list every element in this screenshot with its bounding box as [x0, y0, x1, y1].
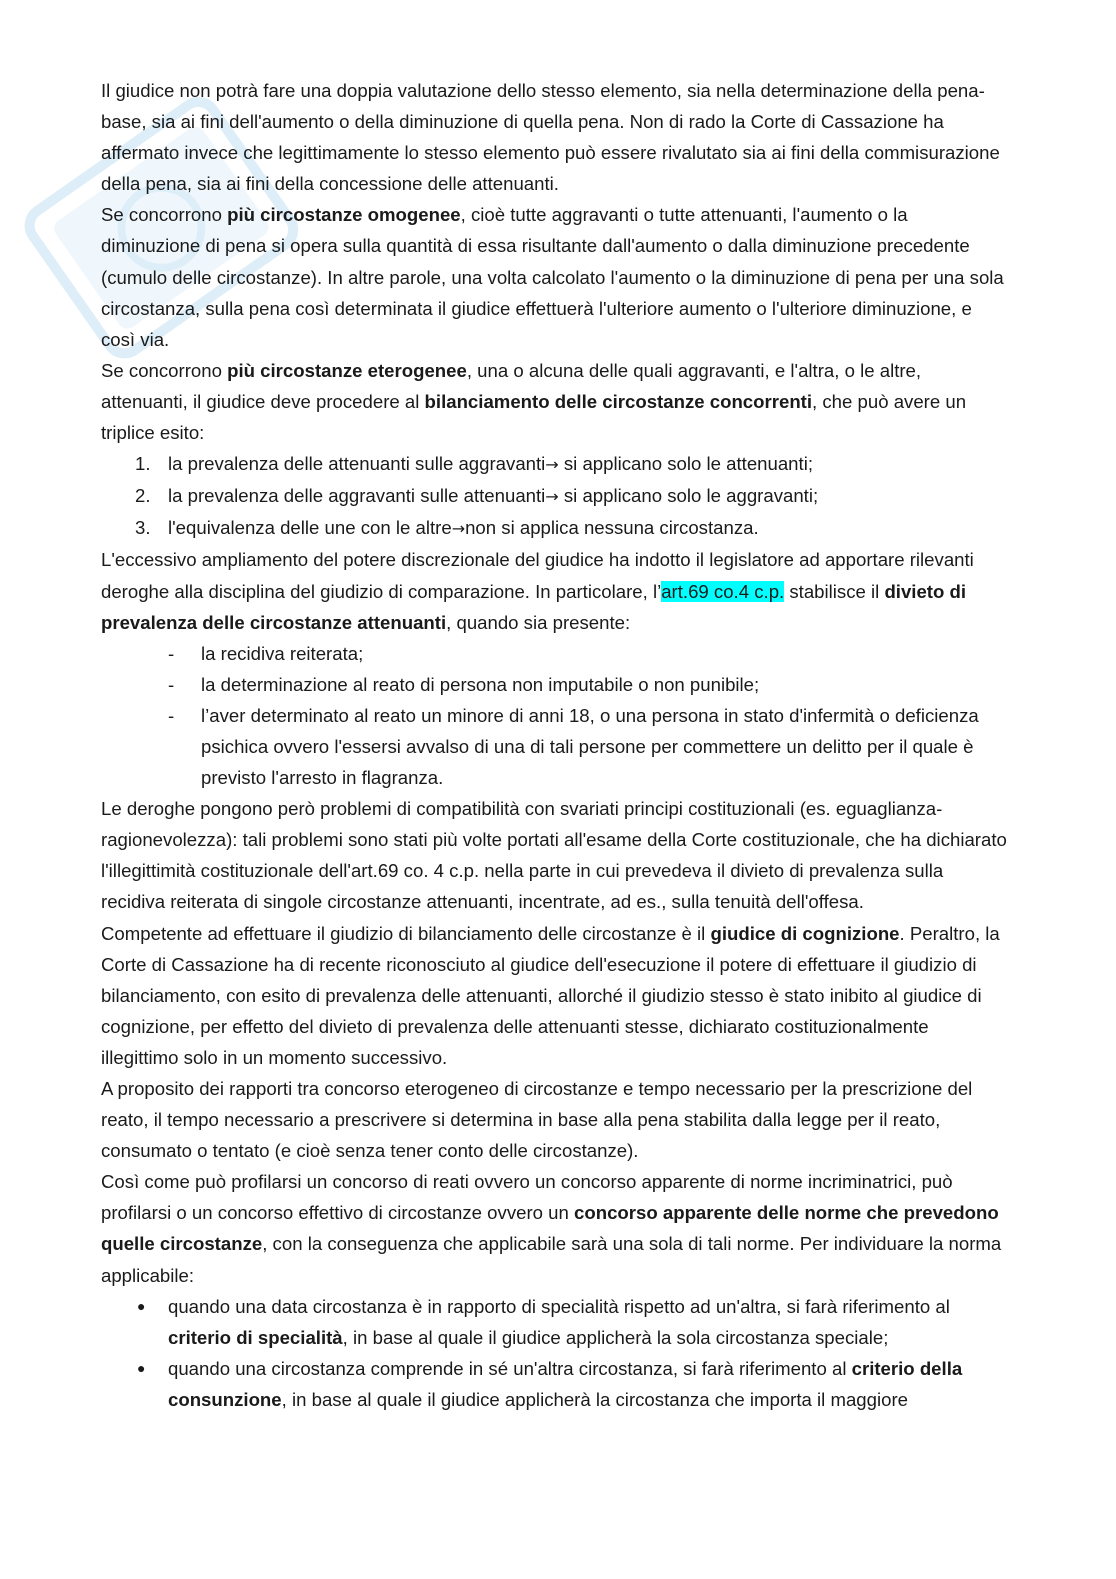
list-item: 2. la prevalenza delle aggravanti sulle attenuanti→ si applicano solo le aggravanti;	[135, 485, 819, 507]
paragraph-heterogeneous-circumstances: Se concorrono più circostanze eterogenee, una o alcuna delle quali aggravanti, e l'altra, o le altre, attenuanti, il giudice deve procedere al bilanciamento delle circostanze concorrenti, che può avere un triplice esito:	[101, 359, 967, 444]
list-item: - l’aver determinato al reato un minore di anni 18, o una persona in stato d'infermità o deficienza psichica ovvero l'essersi avvalso di una di tali persone per commettere un delitto per il quale è previsto l'arresto in flagranza.	[168, 704, 979, 789]
list-item: 1. la prevalenza delle attenuanti sulle aggravanti→ si applicano solo le attenuanti;	[135, 453, 813, 475]
list-item: 3. l'equivalenza delle une con le altre→non si applica nessuna circostanza.	[135, 517, 759, 539]
paragraph-competent-judge: Competente ad effettuare il giudizio di bilanciamento delle circostanze è il giudice di cognizione. Peraltro, la Corte di Cassazione ha di recente riconosciuto al giudice dell'esecuzione il potere di effettuare il giudizio di bilanciamento, con esito di prevalenza delle attenuanti, allorché il giudizio stesso è stato inibito al giudice di cognizione, per effetto del divieto di prevalenza delle attenuanti stesse, dichiarato costituzionalmente illegittimo solo in un momento successivo.	[101, 922, 1000, 1068]
arrow-right-icon: →	[545, 455, 559, 475]
list-item: - la determinazione al reato di persona non imputabile o non punibile;	[168, 673, 760, 695]
conditions-list	[101, 638, 1011, 793]
criteria-list	[101, 1291, 1011, 1415]
paragraph-constitutional-problems: Le deroghe pongono però problemi di compatibilità con svariati principi costituzionali (es. eguaglianza-ragionevolezza): tali problemi sono stati più volte portati all'esame della Corte costituzionale, che ha dichiarato l'illegittimità costituzionale dell'art.69 co. 4 c.p. nella parte in cui prevedeva il divieto di prevalenza sulla recidiva reiterata di singole circostanze attenuanti, incentrate, ad es., sulla tenuità dell'offesa.	[101, 798, 1007, 913]
list-item: ● quando una data circostanza è in rapporto di specialità rispetto ad un'altra, si farà riferimento al criterio di specialità, in base al quale il giudice applicherà la sola circostanza speciale;	[101, 1291, 1011, 1353]
bullet-icon: ●	[137, 1359, 146, 1376]
list-item: ● quando una circostanza comprende in sé un'altra circostanza, si farà riferimento al criterio della consunzione, in base al quale il giudice applicherà la circostanza che importa il maggiore	[101, 1353, 1011, 1415]
document-page	[101, 75, 1011, 1415]
arrow-right-icon: →	[545, 487, 559, 507]
bullet-icon: ●	[137, 1297, 146, 1314]
paragraph-apparent-concourse: Così come può profilarsi un concorso di reati ovvero un concorso apparente di norme incriminatrici, può profilarsi o un concorso effettivo di circostanze ovvero un concorso apparente delle norme che prevedono quelle circostanze, con la conseguenza che applicabile sarà una sola di tali norme. Per individuare la norma applicabile:	[101, 1171, 1002, 1286]
arrow-right-icon: →	[451, 519, 466, 539]
paragraph-homogeneous-circumstances: Se concorrono più circostanze omogenee, cioè tutte aggravanti o tutte attenuanti, l'aumento o la diminuzione di pena si opera sulla quantità di essa risultante dall'aumento o dalla diminuzione precedente (cumulo delle circostanze). In altre parole, una volta calcolato l'aumento o la diminuzione di pena per una sola circostanza, sulla pena così determinata il giudice effettuerà l'ulteriore aumento o l'ulteriore diminuzione, e così via.	[101, 204, 1004, 350]
paragraph-prescription: A proposito dei rapporti tra concorso eterogeneo di circostanze e tempo necessario per la prescrizione del reato, il tempo necessario a prescrivere si determina in base alla pena stabilita dalla legge per il reato, consumato o tentato (e cioè senza tener conto delle circostanze).	[101, 1078, 973, 1162]
outcomes-list	[101, 448, 1011, 544]
paragraph-double-evaluation: Il giudice non potrà fare una doppia valutazione dello stesso elemento, sia nella determinazione della pena-base, sia ai fini dell'aumento o della diminuzione di quella pena. Non di rado la Corte di Cassazione ha affermato invece che legittimamente lo stesso elemento può essere rivalutato sia ai fini della commisurazione della pena, sia ai fini della concessione delle attenuanti.	[101, 80, 1000, 195]
list-item: - la recidiva reiterata;	[168, 642, 364, 664]
highlighted-article-reference: art.69 co.4 c.p.	[661, 580, 785, 602]
paragraph-derogations: L'eccessivo ampliamento del potere discrezionale del giudice ha indotto il legislatore ad apportare rilevanti deroghe alla disciplina del giudizio di comparazione. In particolare, l’art.69 co.4 c.p. stabilisce il divieto di prevalenza delle circostanze attenuanti, quando sia presente:	[101, 549, 974, 633]
